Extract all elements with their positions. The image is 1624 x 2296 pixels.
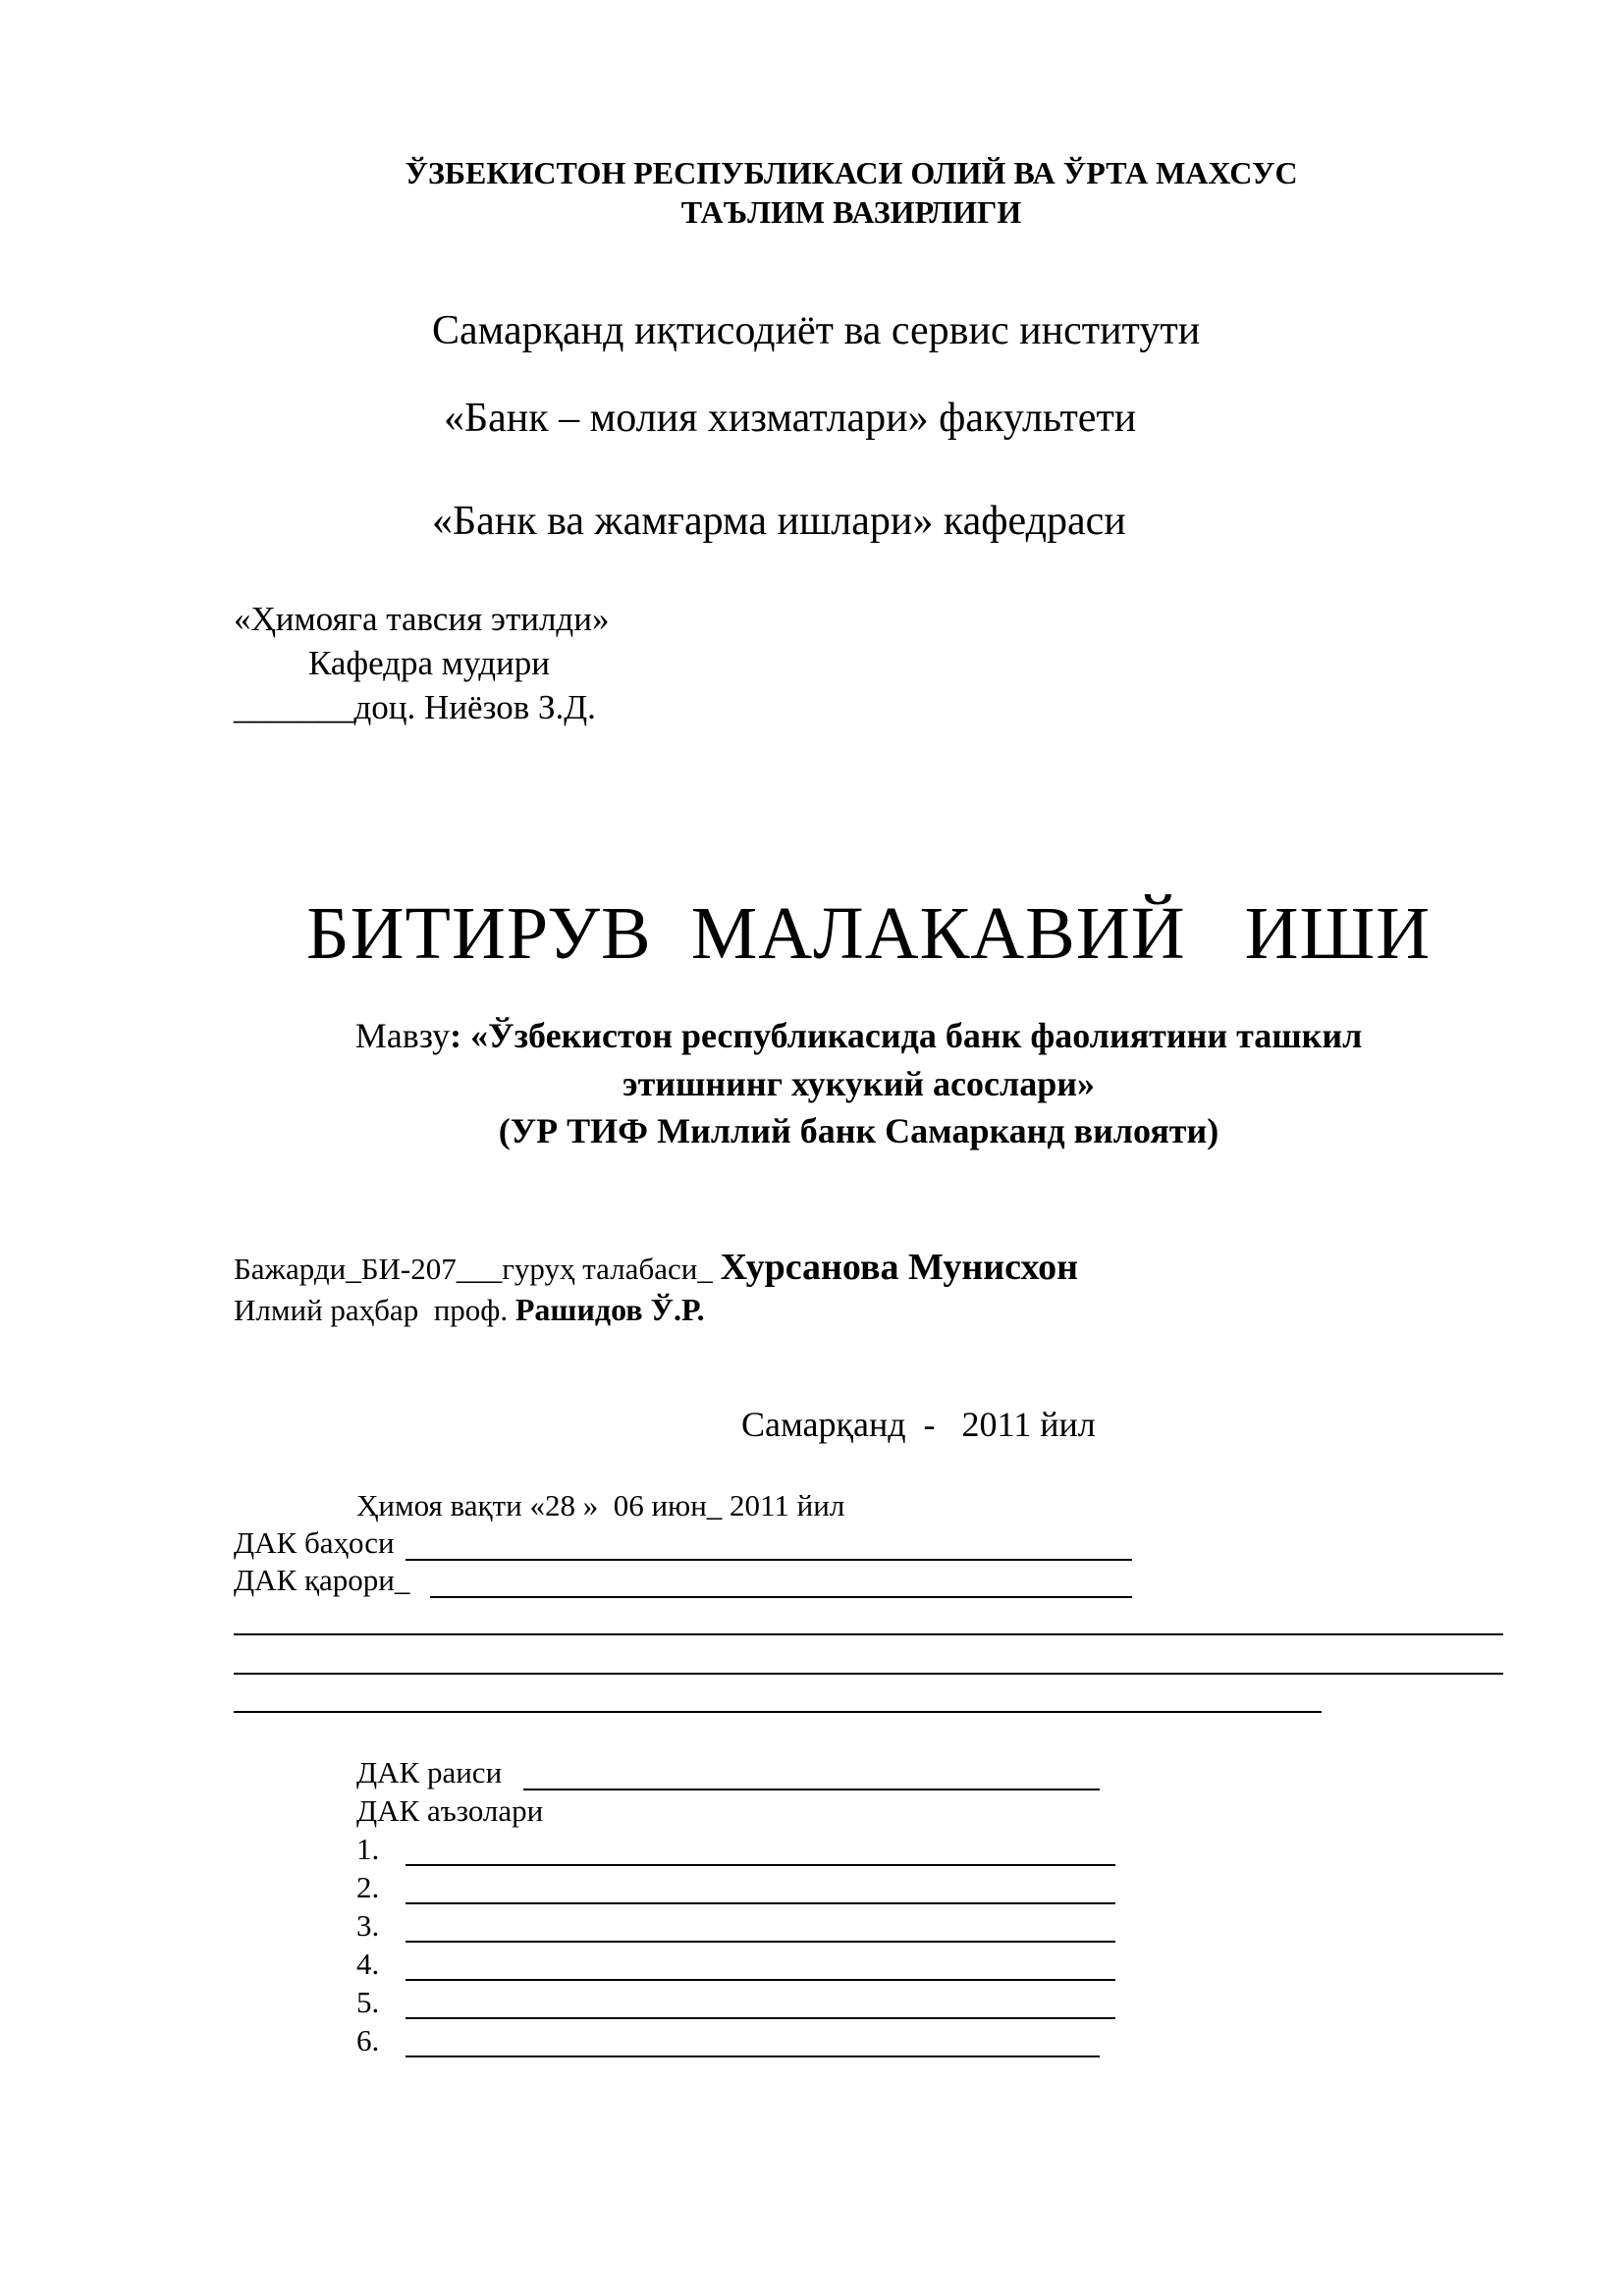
chair-label: ДАК раиси [356,1755,510,1789]
topic-text-2: этишнинг хукукий асослари» [623,1064,1095,1103]
topic-line-2 [0,1066,1624,1101]
member-number-1: 1. [356,1832,380,1866]
topic-line-1 [0,1018,1624,1053]
city-year: Самарқанд - 2011 йил [741,1405,1096,1444]
grade-line [406,1559,1132,1561]
topic-label: Мавзу [354,1016,451,1055]
member-number-3: 3. [356,1908,380,1943]
topic-text-3: (УР ТИФ Миллий банк Самарканд вилояти) [498,1111,1219,1150]
work-title: БИТИРУВ МАЛАКАВИЙ ИШИ [306,892,1432,975]
supervisor-name: Рашидов Ў.Р. [514,1292,705,1327]
decision-label: ДАК қарори_ [234,1563,410,1597]
department-head-label: Кафедра мудири [308,644,550,682]
supervisor-prefix: Илмий раҳбар проф. [234,1293,515,1327]
grade-label: ДАК баҳоси [234,1525,395,1560]
member-line-3 [406,1941,1115,1943]
member-line-5 [406,2017,1115,2019]
member-number-6: 6. [356,2023,380,2057]
member-line-2 [406,1902,1115,1904]
student-name: Хурсанова Мунисхон [720,1247,1078,1288]
decision-row [234,1565,409,1595]
member-line-4 [406,1979,1115,1981]
member-line-6 [406,2056,1100,2057]
members-label: ДАК аъзолари [356,1793,544,1828]
recommendation-line: «Ҳимояга тавсия этилди» [234,600,610,638]
blank-line-3 [234,1711,1322,1713]
department-head-signature: _______доц. Ниёзов З.Д. [234,688,596,726]
member-number-4: 4. [356,1947,380,1981]
student-line [234,1249,1078,1286]
member-number-2: 2. [356,1870,380,1904]
ministry-line-1: ЎЗБЕКИСТОН РЕСПУБЛИКАСИ ОЛИЙ ВА ЎРТА МАХСУС [405,155,1298,190]
supervisor-line [234,1294,705,1325]
institute-name: Самарқанд иқтисодиёт ва сервис институти [432,308,1201,353]
defense-time: Ҳимоя вақти «28 » 06 июн_ 2011 йил [356,1488,845,1522]
topic-text-1: «Ўзбекистон республикасида банк фаолиятини ташкил [470,1016,1363,1055]
topic-colon: : [450,1016,471,1055]
ministry-line-2: ТАЪЛИМ ВАЗИРЛИГИ [680,194,1022,230]
decision-line [430,1596,1132,1598]
chair-line [523,1789,1100,1790]
member-number-5: 5. [356,1985,380,2019]
student-prefix: Бажарди_БИ-207___гуруҳ талабаси_ [234,1252,721,1286]
member-line-1 [406,1864,1115,1866]
department-name: «Банк ва жамғарма ишлари» кафедраси [432,499,1126,544]
faculty-name: «Банк – молия хизматлари» факультети [444,396,1137,441]
blank-line-2 [234,1673,1503,1675]
blank-line-1 [234,1633,1503,1635]
grade-row [234,1527,395,1558]
topic-line-3 [0,1113,1624,1148]
